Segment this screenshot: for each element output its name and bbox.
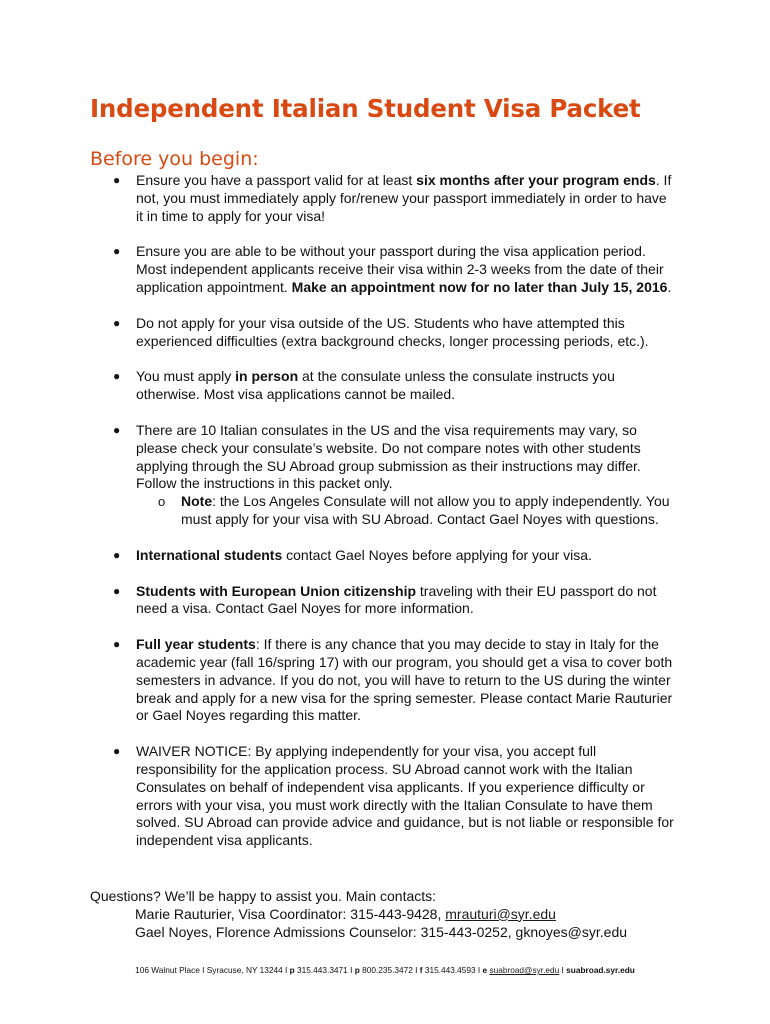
email-link[interactable]: mrauturi@syr.edu xyxy=(445,905,556,922)
bullet-icon: ● xyxy=(113,369,121,384)
bullet-icon: ● xyxy=(113,315,121,330)
list-item: ● International students contact Gael Noyes before applying for your visa. xyxy=(113,546,592,563)
footer-email-link[interactable]: suabroad@syr.edu xyxy=(489,965,560,975)
bullet-icon: ● xyxy=(113,422,121,437)
bullet-icon: ● xyxy=(113,583,121,598)
list-item: ● Students with European Union citizenship traveling with their EU passport do not need a visa. Contact Gael Noyes for more information. xyxy=(113,582,657,617)
instructions-list xyxy=(0,172,770,868)
page-title: Independent Italian Student Visa Packet xyxy=(90,94,641,123)
list-item: ● You must apply in person at the consulate unless the consulate instructs you otherwise. Most visa applications cannot be mailed. xyxy=(113,368,615,403)
list-item: ● Ensure you are able to be without your passport during the visa application period. Most independent applicants receive their visa within 2-3 weeks from the date of their application appointment. Make an appointment now for no later than July 15, 2016. xyxy=(113,243,672,295)
bullet-icon: ● xyxy=(113,173,121,187)
bullet-icon: ● xyxy=(113,244,121,259)
list-item: ● Full year students: If there is any chance that you may decide to stay in Italy for the academic year (fall 16/spring 17) with our program, you should get a visa to cover both semesters in advance. If you do not, you will have to return to the US during the winter break and apply for a new visa for the spring semester. Please contact Marie Rauturier or Gael Noyes regarding this matter. xyxy=(113,636,673,724)
circle-bullet-icon: o xyxy=(158,494,166,510)
contact-line: Gael Noyes, Florence Admissions Counselor: 315-443-0252, gknoyes@syr.edu xyxy=(135,923,628,940)
questions-intro: Questions? We’ll be happy to assist you. Main contacts: xyxy=(90,888,437,904)
list-item: ● There are 10 Italian consulates in the US and the visa requirements may vary, so please check your consulate’s website. Do not compare notes with other students applying through the SU Abroad group submission as their instructions may differ. Follow the instructions in this packet only. o Note: the Los Angeles Consulate will not allow you to apply independently. You must apply for your visa with SU Abroad. Contact Gael Noyes with questions. xyxy=(0,422,770,529)
section-heading: Before you begin: xyxy=(90,148,259,170)
contacts-section xyxy=(90,888,690,941)
bullet-icon: ● xyxy=(113,547,121,562)
footer: 106 Walnut Place I Syracuse, NY 13244 I p 315.443.3471 I p 800.235.3472 I f 315.443.4593 I e suabroad@syr.edu I suabroad.syr.edu xyxy=(135,965,635,975)
sub-list-item: o Note: the Los Angeles Consulate will not allow you to apply independently. You must apply for your visa with SU Abroad. Contact Gael Noyes with questions. xyxy=(158,493,670,527)
bullet-icon: ● xyxy=(113,744,121,759)
bullet-icon: ● xyxy=(113,637,121,652)
list-item: ● Do not apply for your visa outside of the US. Students who have attempted this experienced difficulties (extra background checks, longer processing periods, etc.). xyxy=(113,314,649,349)
list-item: ● WAIVER NOTICE: By applying independently for your visa, you accept full responsibility for the application process. SU Abroad cannot work with the Italian Consulates on behalf of independent visa applicants. If you experience difficulty or errors with your visa, you must work directly with the Italian Consulate to have them solved. SU Abroad can provide advice and guidance, but is not liable or responsible for independent visa applicants. xyxy=(113,743,674,849)
list-item: ● Ensure you have a passport valid for at least six months after your program ends. If not, you must immediately apply for/renew your passport immediately in order to have it in time to apply for your visa! xyxy=(113,172,672,224)
footer-website[interactable]: suabroad.syr.edu xyxy=(566,965,635,975)
contact-line: Marie Rauturier, Visa Coordinator: 315-443-9428, mrauturi@syr.edu xyxy=(135,905,556,922)
